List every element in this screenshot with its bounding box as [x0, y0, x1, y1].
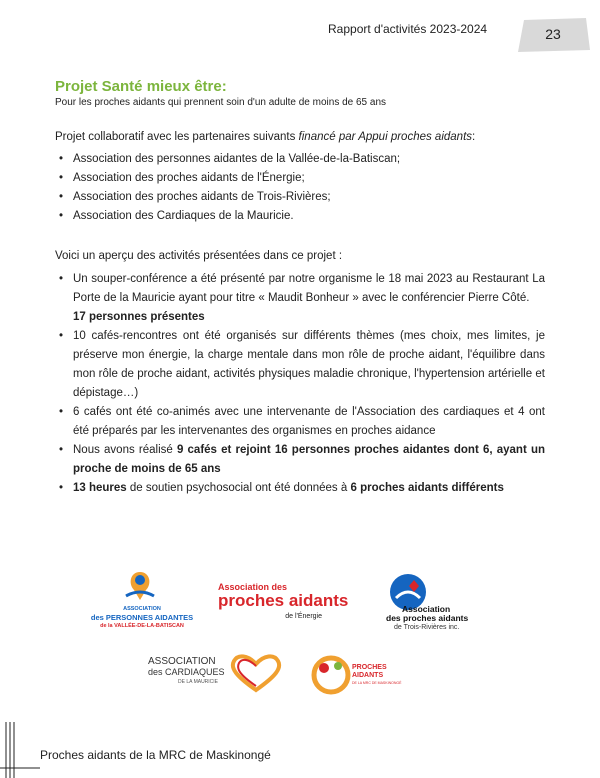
partners-intro-suffix: :	[472, 131, 476, 143]
cardiaques-line2: des CARDIAQUES	[148, 667, 225, 677]
list-item: • 6 cafés ont été co-animés avec une intervenante de l'Association des cardiaques et 4 ont été préparés par les intervenantes des organismes en proches aidance	[55, 403, 545, 441]
activities-list	[55, 270, 545, 498]
trois-rivieres-line3: de Trois-Rivières inc.	[394, 624, 460, 631]
activity-summary-prefix: Nous avons réalisé	[73, 444, 177, 456]
energie-line2: proches aidants	[218, 591, 349, 610]
list-item: • Association des personnes aidantes de la Vallée-de-la-Batiscan;	[55, 150, 545, 169]
section-title: Projet Santé mieux être:	[55, 78, 227, 95]
maskinonge-line3: DE LA MRC DE MASKINONGÉ	[352, 681, 402, 685]
partners-intro-prefix: Projet collaboratif avec les partenaires suivants	[55, 131, 299, 143]
list-item	[55, 270, 545, 327]
vallee-batiscan-logo	[82, 568, 202, 648]
page-number: 23	[545, 26, 561, 42]
list-item: • Association des proches aidants de Trois-Rivières;	[55, 188, 545, 207]
activity-caregivers-count: 6 proches aidants différents	[350, 482, 504, 494]
list-item: • Association des proches aidants de l'Énergie;	[55, 169, 545, 188]
trois-rivieres-line1: Association	[402, 604, 451, 614]
activity-attendance: 17 personnes présentes	[73, 311, 205, 323]
cardiaques-logo	[148, 650, 288, 698]
trois-rivieres-line2: des proches aidants	[386, 613, 469, 623]
vallee-batiscan-line2: des PERSONNES AIDANTES	[90, 613, 194, 622]
energie-logo	[212, 582, 362, 632]
partners-intro	[55, 131, 475, 143]
report-title: Rapport d'activités 2023-2024	[328, 22, 488, 36]
footer-organization: Proches aidants de la MRC de Maskinongé	[40, 748, 271, 762]
heart-icon	[228, 652, 284, 694]
activity-hours: 13 heures	[73, 482, 127, 494]
cardiaques-line1: ASSOCIATION	[148, 656, 216, 667]
footer-decoration	[0, 0, 40, 778]
list-item	[55, 441, 545, 479]
trois-rivieres-logo	[380, 572, 490, 642]
partners-intro-funding: financé par Appui proches aidants	[298, 131, 473, 143]
vallee-batiscan-line1: ASSOCIATION	[123, 606, 161, 612]
energie-line3: de l'Énergie	[285, 613, 322, 620]
vallee-batiscan-emblem-icon	[120, 568, 160, 604]
list-item	[55, 479, 545, 498]
maskinonge-line2: AIDANTS	[352, 672, 384, 679]
activity-supper-conference: Un souper-conférence a été présenté par notre organisme le 18 mai 2023 au Restaurant La Porte de la Mauricie ayant pour titre « Maudit Bonheur » avec le conférencier Pierre Côté.	[73, 273, 545, 304]
activity-support-text: de soutien psychosocial ont été données à	[126, 482, 351, 494]
maskinonge-line1: PROCHES	[352, 664, 387, 671]
cardiaques-line3: DE LA MAURICIE	[178, 679, 219, 685]
list-item: • 10 cafés-rencontres ont été organisés sur différents thèmes (mes choix, mes limites, je préserve mon énergie, la charge mentale dans mon rôle de proche aidant, l'équilibre dans mon rôle de proche aidant, activités physiques maladie chronique, l'hypertension artérielle et dépistage…)	[55, 327, 545, 403]
activity-summary-bold: 9 cafés et rejoint 16 personnes proches aidantes dont 6, ayant un proche de moins de 65 ans	[73, 444, 546, 475]
maskinonge-logo	[310, 652, 420, 698]
vallee-batiscan-line3: de la VALLÉE-DE-LA-BATISCAN	[100, 623, 184, 629]
partners-list	[55, 150, 545, 226]
maskinonge-emblem-icon	[310, 654, 352, 696]
energie-line1: Association des	[218, 582, 288, 592]
activities-intro: Voici un aperçu des activités présentées dans ce projet :	[55, 250, 343, 262]
list-item: • Association des Cardiaques de la Mauricie.	[55, 207, 545, 226]
section-subtitle: Pour les proches aidants qui prennent soin d'un adulte de moins de 65 ans	[55, 97, 387, 108]
